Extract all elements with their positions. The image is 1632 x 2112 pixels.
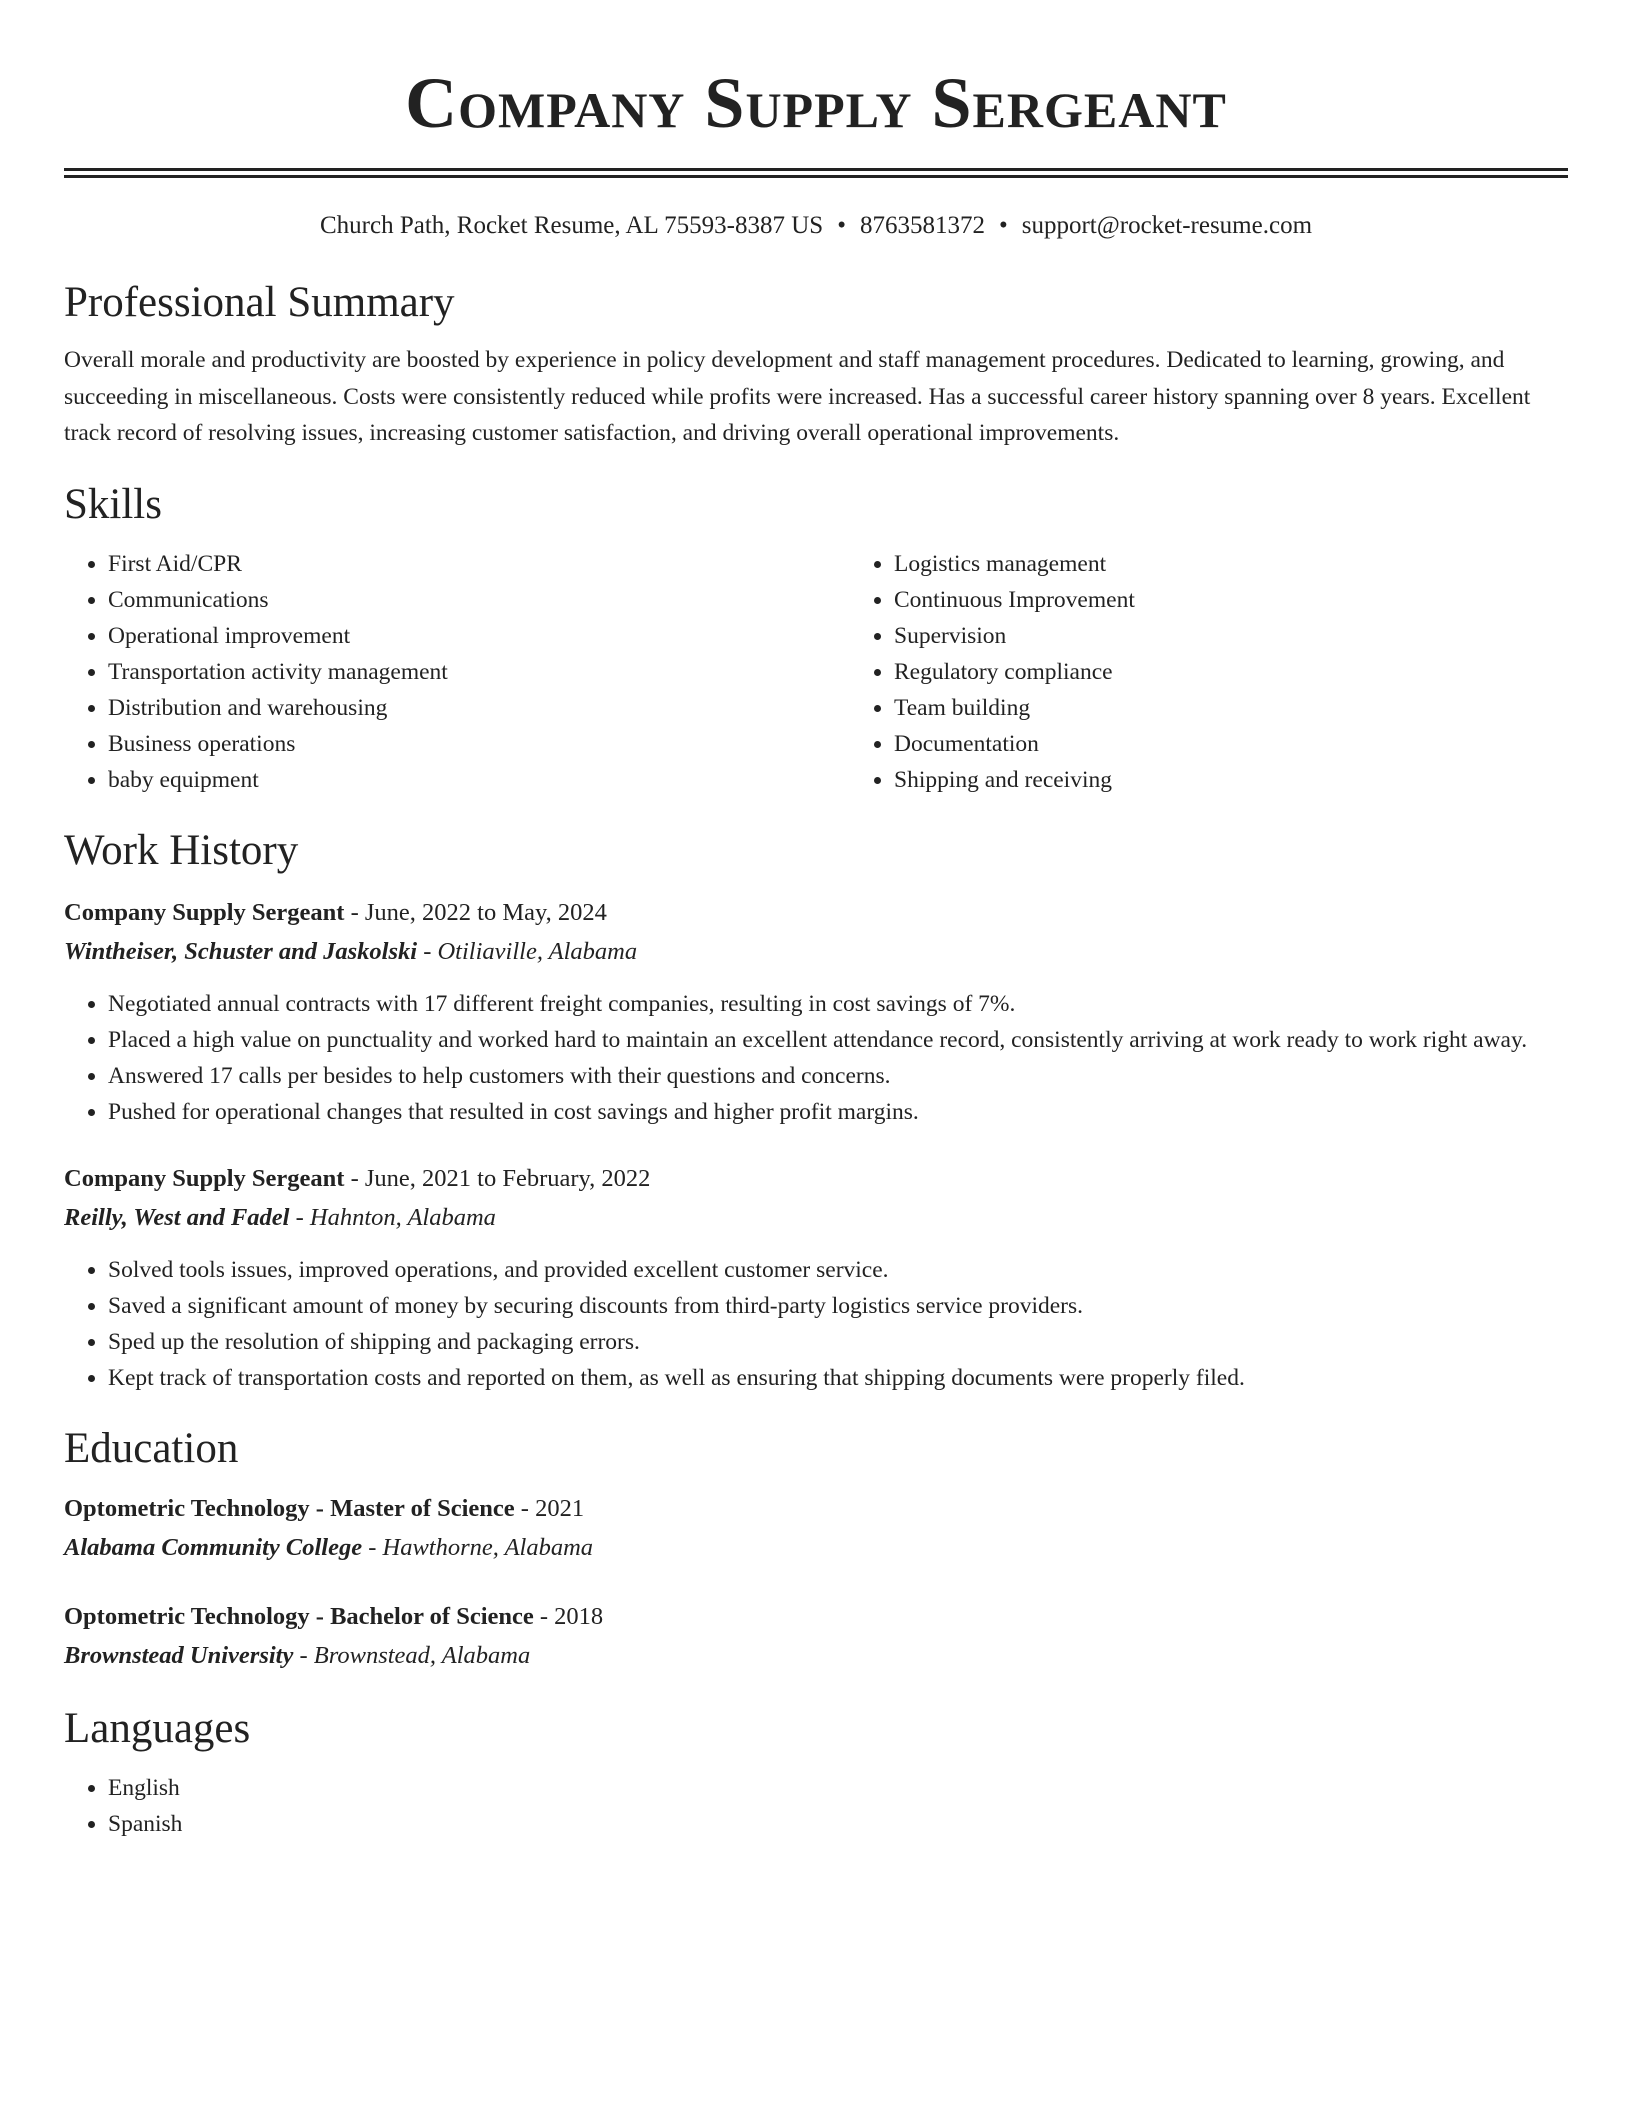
school-line bbox=[64, 1636, 1568, 1676]
job-bullet: • Answered 17 calls per besides to help customers with their questions and concerns. bbox=[108, 1058, 1568, 1094]
skills-list-right bbox=[850, 546, 1632, 798]
job-location: - Otiliaville, Alabama bbox=[417, 937, 638, 965]
school-line bbox=[64, 1528, 1568, 1568]
job-entry bbox=[64, 894, 1568, 1130]
education-section bbox=[64, 1422, 1568, 1676]
job-bullet: • Solved tools issues, improved operations, and provided excellent customer service. bbox=[108, 1252, 1568, 1288]
skill-item: • First Aid/CPR bbox=[108, 546, 850, 582]
contact-email: support@rocket-resume.com bbox=[1021, 212, 1313, 239]
section-heading-skills: Skills bbox=[64, 480, 162, 528]
contact-separator: • bbox=[998, 212, 1008, 239]
section-heading-summary: Professional Summary bbox=[64, 279, 455, 326]
job-bullets bbox=[64, 1252, 1568, 1396]
school-name: Alabama Community College bbox=[64, 1533, 363, 1561]
skill-item: • Transportation activity management bbox=[108, 654, 850, 690]
job-location: - Hahnton, Alabama bbox=[289, 1203, 496, 1231]
header-double-rule bbox=[64, 168, 1568, 178]
resume-name: Company Supply Sergeant bbox=[405, 63, 1227, 143]
degree-year: - 2021 bbox=[514, 1494, 585, 1522]
degree-entry bbox=[64, 1490, 1568, 1568]
skill-item: • Documentation bbox=[894, 726, 1632, 762]
skill-item: • Logistics management bbox=[894, 546, 1632, 582]
job-company-line bbox=[64, 1198, 1568, 1238]
skill-item: • Communications bbox=[108, 582, 850, 618]
section-heading-education: Education bbox=[64, 1424, 239, 1472]
job-bullet: • Sped up the resolution of shipping and packaging errors. bbox=[108, 1324, 1568, 1360]
degree-line bbox=[64, 1490, 1568, 1528]
skills-section bbox=[64, 478, 1568, 798]
summary-text: Overall morale and productivity are boosted by experience in policy development and staff management procedures. Dedicated to learning, growing, and succeeding in miscellaneous. Costs were consistently reduced while profits were increased. Has a successful career history spanning over 8 years. Excellent track record of resolving issues, increasing customer satisfaction, and driving overall operational improvements. bbox=[64, 347, 1531, 446]
degree-name: Optometric Technology - Master of Science bbox=[64, 1494, 515, 1522]
degree-year: - 2018 bbox=[533, 1602, 604, 1630]
language-item: • English bbox=[108, 1770, 1568, 1806]
job-title: Company Supply Sergeant bbox=[64, 1164, 345, 1192]
degree-name: Optometric Technology - Bachelor of Science bbox=[64, 1602, 534, 1630]
job-bullet: • Negotiated annual contracts with 17 different freight companies, resulting in cost savings of 7%. bbox=[108, 986, 1568, 1022]
work-history-section bbox=[64, 824, 1568, 1396]
job-title-line bbox=[64, 1160, 1568, 1198]
job-company: Reilly, West and Fadel bbox=[64, 1203, 290, 1231]
skills-columns bbox=[64, 546, 1568, 798]
degree-line bbox=[64, 1598, 1568, 1636]
job-bullet: • Placed a high value on punctuality and worked hard to maintain an excellent attendance record, consistently arriving at work ready to work right away. bbox=[108, 1022, 1568, 1058]
school-location: - Hawthorne, Alabama bbox=[362, 1533, 594, 1561]
skill-item: • Distribution and warehousing bbox=[108, 690, 850, 726]
contact-address: Church Path, Rocket Resume, AL 75593-8387 US bbox=[319, 212, 824, 239]
skill-item: • Shipping and receiving bbox=[894, 762, 1632, 798]
skill-item: • Continuous Improvement bbox=[894, 582, 1632, 618]
contact-phone: 8763581372 bbox=[859, 212, 985, 239]
job-dates: - June, 2022 to May, 2024 bbox=[344, 898, 607, 926]
skill-item: • Team building bbox=[894, 690, 1632, 726]
job-bullet: • Kept track of transportation costs and reported on them, as well as ensuring that shipping documents were properly filed. bbox=[108, 1360, 1568, 1396]
skill-item: • Supervision bbox=[894, 618, 1632, 654]
summary-section bbox=[64, 276, 1568, 452]
contact-separator: • bbox=[837, 212, 846, 239]
job-bullet: • Saved a significant amount of money by securing discounts from third-party logistics service providers. bbox=[108, 1288, 1568, 1324]
skill-item: • Operational improvement bbox=[108, 618, 850, 654]
job-bullets bbox=[64, 986, 1568, 1130]
school-name: Brownstead University bbox=[64, 1641, 294, 1669]
job-company-line bbox=[64, 932, 1568, 972]
skill-item: • baby equipment bbox=[108, 762, 850, 798]
job-title-line bbox=[64, 894, 1568, 932]
section-heading-work-history: Work History bbox=[64, 826, 299, 874]
school-location: - Brownstead, Alabama bbox=[293, 1641, 531, 1669]
skill-item: • Business operations bbox=[108, 726, 850, 762]
skill-item: • Regulatory compliance bbox=[894, 654, 1632, 690]
job-dates: - June, 2021 to February, 2022 bbox=[344, 1164, 651, 1192]
degree-entry bbox=[64, 1598, 1568, 1676]
languages-list bbox=[64, 1770, 1568, 1842]
skills-list-left bbox=[64, 546, 850, 798]
job-entry bbox=[64, 1160, 1568, 1396]
contact-line bbox=[64, 210, 1568, 242]
job-title: Company Supply Sergeant bbox=[64, 898, 345, 926]
job-company: Wintheiser, Schuster and Jaskolski bbox=[64, 937, 418, 965]
language-item: • Spanish bbox=[108, 1806, 1568, 1842]
languages-section bbox=[64, 1702, 1568, 1842]
job-bullet: • Pushed for operational changes that resulted in cost savings and higher profit margins. bbox=[108, 1094, 1568, 1130]
section-heading-languages: Languages bbox=[64, 1704, 251, 1752]
